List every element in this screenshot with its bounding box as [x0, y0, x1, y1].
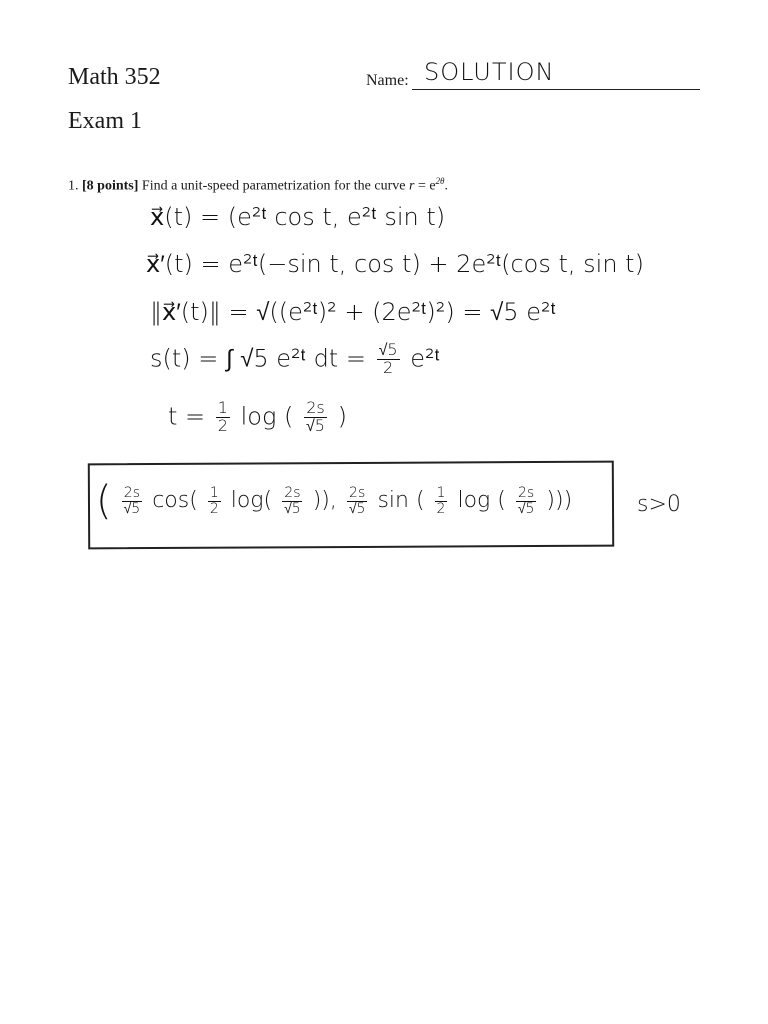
curve-eq: = e	[414, 178, 436, 194]
t-equals: t =	[168, 402, 206, 431]
fraction-numerator: 1	[217, 398, 228, 417]
problem-statement	[68, 176, 448, 195]
fraction-2s-root5	[122, 486, 143, 516]
log-term: log (	[457, 488, 506, 513]
log-close: )	[337, 402, 347, 431]
name-label: Name:	[366, 72, 409, 89]
close-first-component: )),	[312, 488, 337, 513]
work-line-2: x⃗′(t) = e²ᵗ(−sin t, cos t) + 2e²ᵗ(cos t, sin t)	[146, 250, 644, 278]
fraction-denominator: √5	[348, 500, 366, 517]
arc-length-result: e²ᵗ	[410, 344, 440, 373]
fraction-numerator: 2s	[518, 484, 535, 501]
fraction-2s-root5	[282, 486, 303, 516]
fraction	[377, 342, 400, 377]
curve-exponent: 2θ	[435, 176, 445, 186]
work-line-3: ‖x⃗′(t)‖ = √((e²ᵗ)² + (2e²ᵗ)²) = √5 e²ᵗ	[150, 298, 556, 326]
sin-term: sin (	[377, 488, 425, 513]
problem-points: [8 points]	[82, 178, 139, 194]
arc-length-integral: s(t) = ∫ √5 e²ᵗ dt =	[150, 344, 366, 373]
fraction-half	[216, 400, 230, 435]
course-title: Math 352	[68, 64, 161, 90]
log-term: log(	[230, 488, 273, 513]
name-value: SOLUTION	[424, 58, 555, 86]
fraction-2s-root5	[347, 486, 368, 516]
fraction-denominator: √5	[517, 500, 535, 517]
close-parens: )))	[546, 488, 573, 513]
fraction-numerator: 1	[436, 484, 446, 501]
curve-lhs: r	[408, 178, 415, 194]
fraction-half	[435, 486, 448, 516]
problem-text: Find a unit-speed parametrization for the curve	[141, 178, 406, 194]
exam-title: Exam 1	[68, 108, 142, 134]
fraction-numerator: √5	[378, 340, 398, 359]
domain-condition: s>0	[637, 492, 681, 517]
fraction-denominator: √5	[123, 500, 141, 517]
fraction-numerator: 2s	[123, 484, 140, 501]
log-open: log (	[240, 402, 294, 431]
open-paren: (	[96, 478, 112, 524]
fraction-denominator: 2	[217, 415, 228, 435]
name-underline	[412, 89, 700, 90]
fraction-numerator: 2s	[306, 398, 325, 417]
fraction-numerator: 2s	[284, 484, 301, 501]
fraction-half	[208, 486, 221, 516]
fraction-denominator: √5	[284, 500, 301, 517]
curve-end: .	[444, 178, 448, 194]
cos-term: cos(	[152, 488, 198, 513]
fraction-denominator: 2	[209, 500, 219, 517]
work-line-5	[168, 400, 347, 435]
fraction-numerator: 2s	[349, 484, 366, 501]
final-answer	[96, 478, 572, 524]
fraction-denominator: 2	[382, 357, 394, 377]
fraction-denominator: 2	[436, 500, 446, 517]
fraction-denominator: √5	[306, 415, 325, 435]
work-line-1: x⃗(t) = (e²ᵗ cos t, e²ᵗ sin t)	[150, 203, 446, 231]
fraction-2s-root5	[516, 486, 537, 516]
fraction-numerator: 1	[209, 484, 219, 501]
problem-number: 1.	[68, 178, 79, 194]
fraction-2s-root5	[304, 400, 327, 435]
work-line-4	[150, 342, 440, 377]
